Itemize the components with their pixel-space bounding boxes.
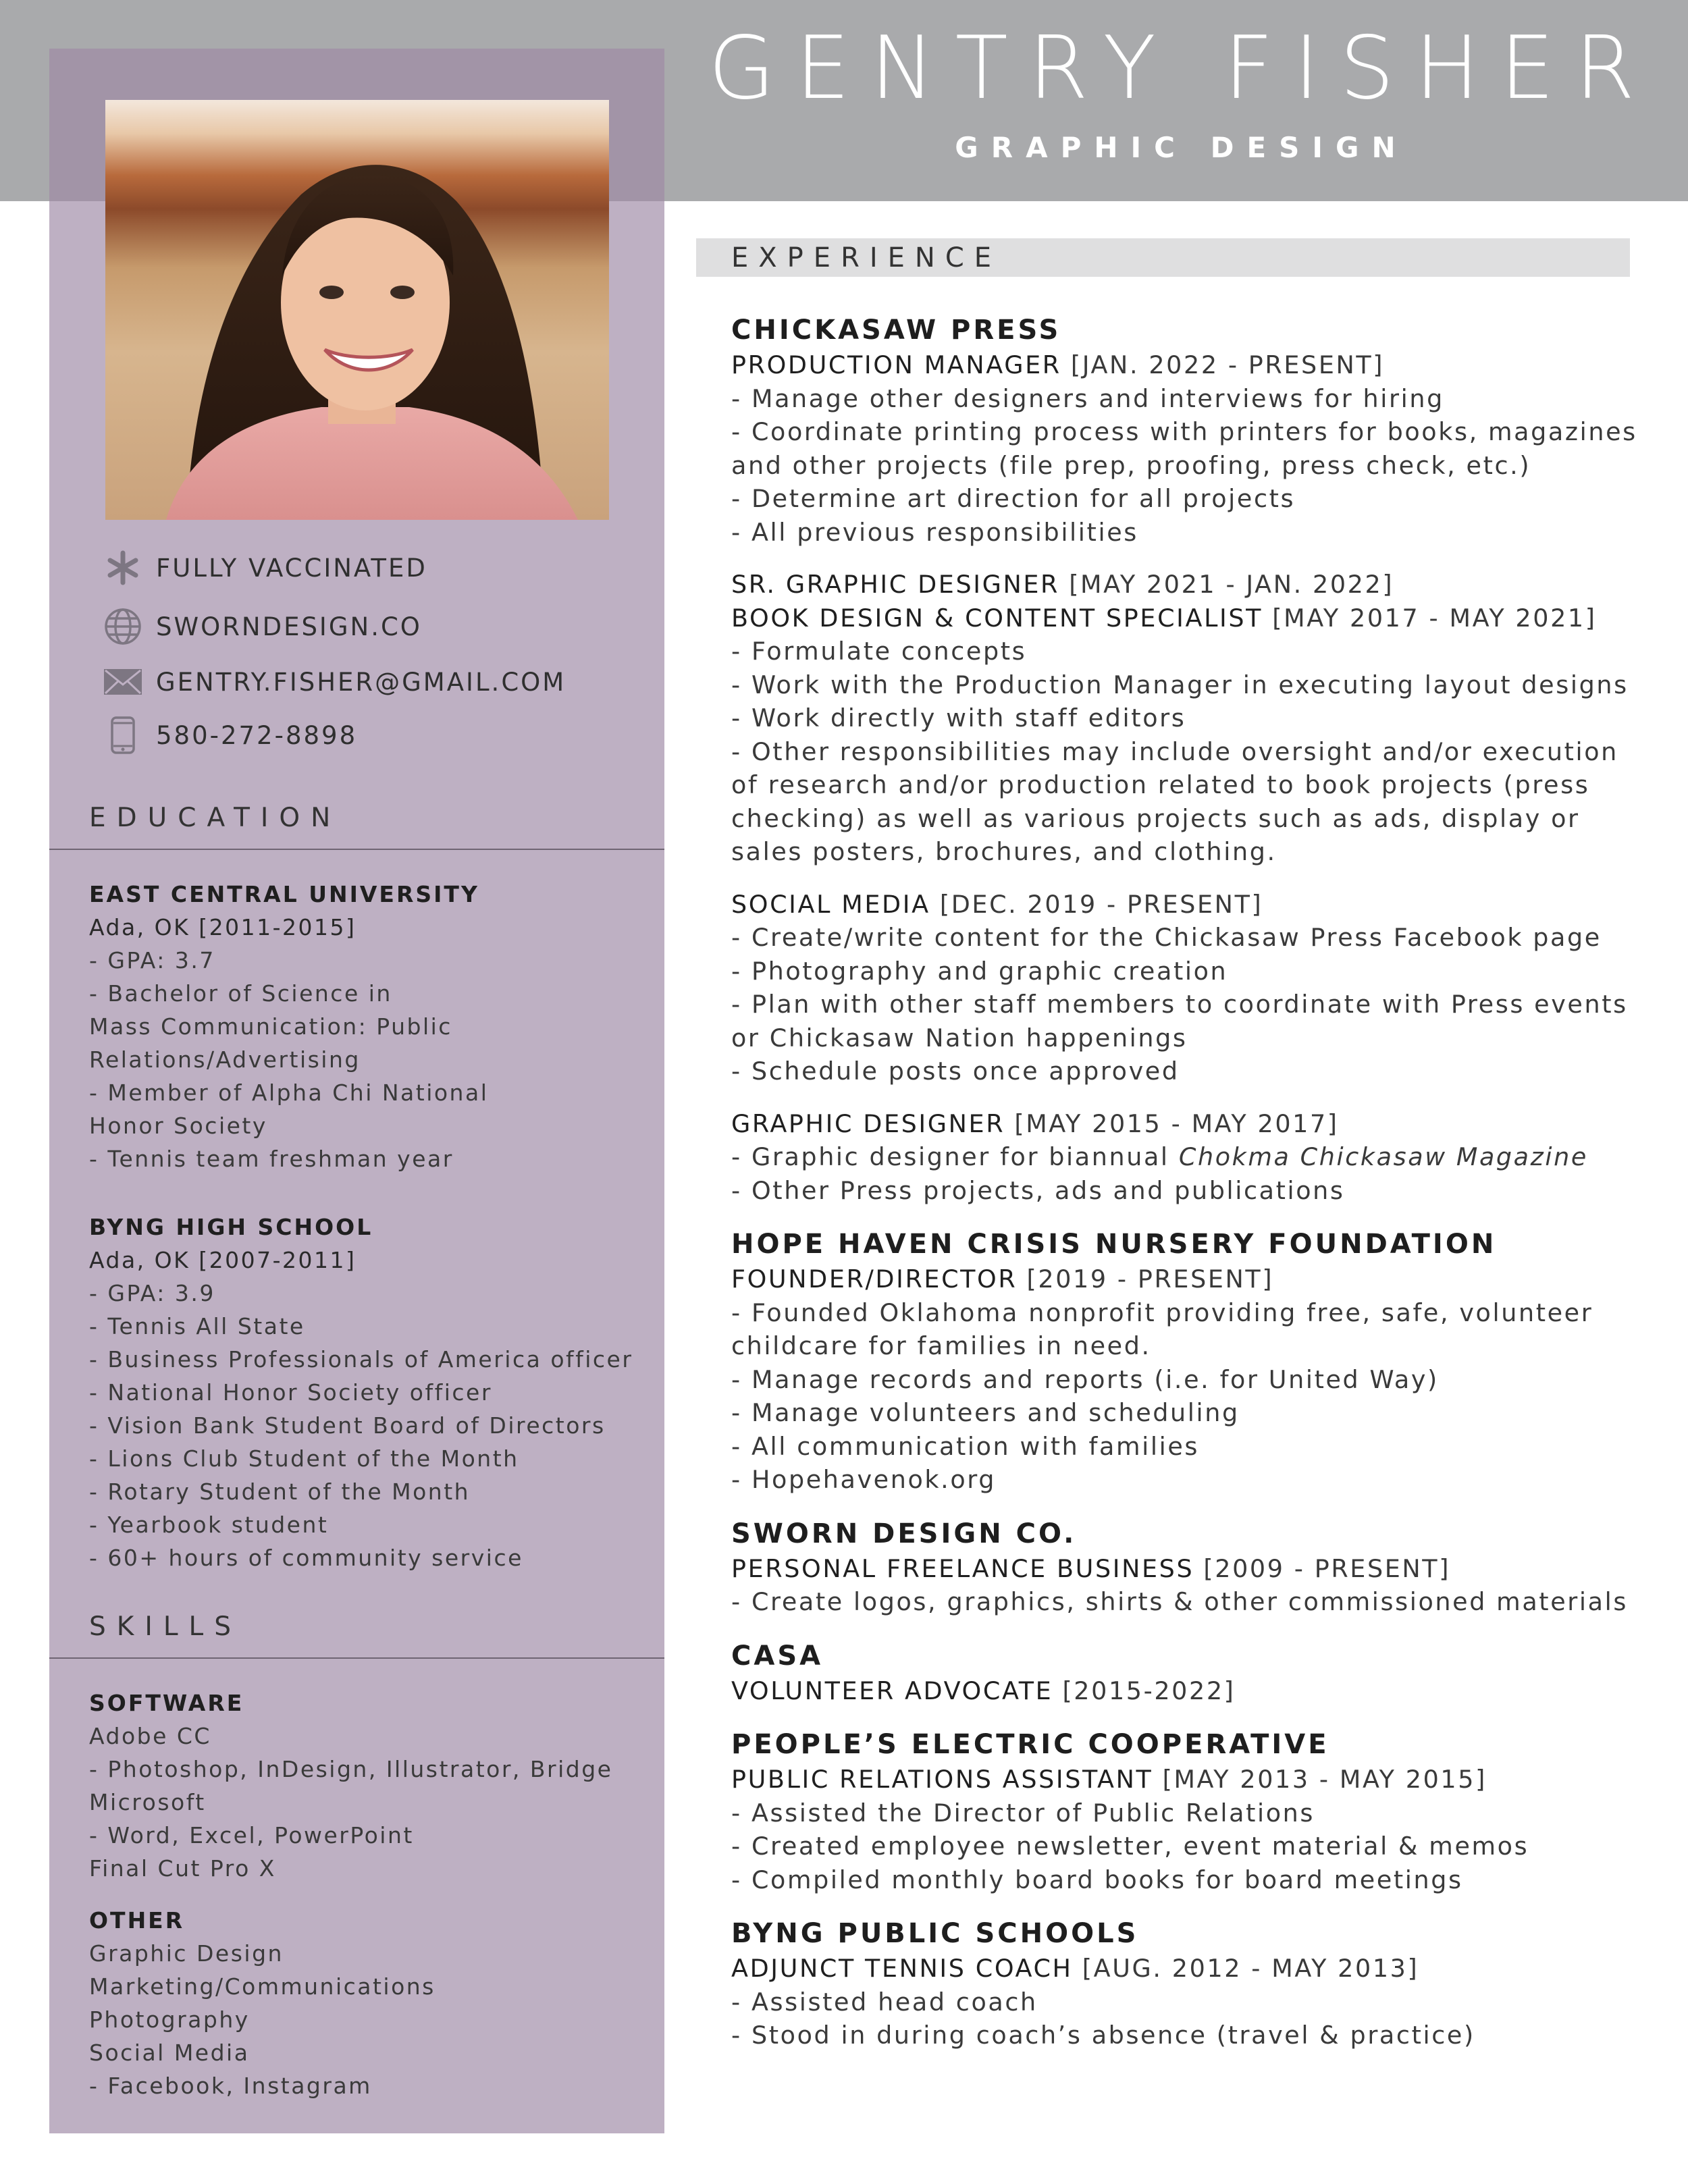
list-item: - Lions Club Student of the Month xyxy=(89,1445,519,1472)
contact-vaccinated xyxy=(103,549,427,587)
list-item: of research and/or production related to book projects (press xyxy=(731,770,1590,799)
contact-phone xyxy=(103,716,357,754)
school-location: Ada, OK xyxy=(89,914,190,940)
job-dates: [MAY 2013 - MAY 2015] xyxy=(1162,1765,1487,1794)
job-dates: [MAY 2021 - JAN. 2022] xyxy=(1069,570,1394,599)
list-item: - GPA: 3.9 xyxy=(89,1280,215,1306)
list-item: - Created employee newsletter, event material & memos xyxy=(731,1832,1529,1861)
list-item: - Other Press projects, ads and publications xyxy=(731,1175,1345,1205)
list-item: sales posters, brochures, and clothing. xyxy=(731,837,1277,866)
website-link[interactable]: SWORNDESIGN.CO xyxy=(156,612,422,641)
job-dates: [MAY 2015 - MAY 2017] xyxy=(1014,1109,1339,1138)
list-item: or Chickasaw Nation happenings xyxy=(731,1023,1188,1053)
list-item: - Photoshop, InDesign, Illustrator, Bridge xyxy=(89,1756,613,1782)
job-dates: [2009 - PRESENT] xyxy=(1203,1553,1451,1583)
list-item: - Schedule posts once approved xyxy=(731,1057,1180,1086)
list-item: - Manage other designers and interviews for hiring xyxy=(731,383,1444,413)
experience-list xyxy=(731,312,1650,2052)
job-title-line xyxy=(731,1952,1650,1986)
job-dates: [AUG. 2012 - MAY 2013] xyxy=(1082,1954,1419,1983)
list-item: - National Honor Society officer xyxy=(89,1379,492,1406)
school-location-line xyxy=(89,1244,643,1277)
school-name: BYNG HIGH SCHOOL xyxy=(89,1214,373,1240)
list-item: - Assisted the Director of Public Relations xyxy=(731,1798,1315,1828)
list-item: - Member of Alpha Chi National xyxy=(89,1080,489,1106)
list-item: - GPA: 3.7 xyxy=(89,947,215,974)
list-item: Microsoft xyxy=(89,1789,206,1815)
list-item: - Word, Excel, PowerPoint xyxy=(89,1822,414,1848)
list-item: - Hopehavenok.org xyxy=(731,1465,997,1494)
list-item: - 60+ hours of community service xyxy=(89,1545,523,1571)
list-item: - Stood in during coach’s absence (travel & practice) xyxy=(731,2021,1475,2050)
list-item: - Tennis All State xyxy=(89,1313,305,1339)
envelope-icon xyxy=(103,663,142,701)
education-school-ecu xyxy=(89,878,643,1175)
list-item: - Other responsibilities may include oversight and/or execution xyxy=(731,737,1618,766)
education-school-byng xyxy=(89,1210,643,1574)
list-item xyxy=(731,1140,1650,1174)
phone-number[interactable]: 580-272-8898 xyxy=(156,720,358,750)
list-item: - Manage records and reports (i.e. for United Way) xyxy=(731,1364,1439,1394)
job-title: BOOK DESIGN & CONTENT SPECIALIST xyxy=(731,603,1263,633)
list-item: - Vision Bank Student Board of Directors xyxy=(89,1412,606,1439)
list-item: - Tennis team freshman year xyxy=(89,1146,454,1172)
asterisk-icon xyxy=(103,549,142,587)
job-dates: [DEC. 2019 - PRESENT] xyxy=(939,889,1263,919)
job-title-line xyxy=(731,568,1650,602)
employer-name: HOPE HAVEN CRISIS NURSERY FOUNDATION xyxy=(731,1229,1497,1260)
job-dates: [2015-2022] xyxy=(1062,1676,1236,1705)
skills-group-name: OTHER xyxy=(89,1907,185,1934)
list-item: Final Cut Pro X xyxy=(89,1855,276,1882)
globe-icon xyxy=(103,608,142,645)
magazine-title: Chokma Chickasaw Magazine xyxy=(1178,1142,1588,1171)
list-item: Adobe CC xyxy=(89,1723,211,1749)
list-item: - All communication with families xyxy=(731,1431,1200,1461)
list-item: - Work with the Production Manager in executing layout designs xyxy=(731,670,1629,699)
job-title-line xyxy=(731,888,1650,922)
job-title-line xyxy=(731,1552,1650,1586)
school-dates: [2007-2011] xyxy=(199,1247,357,1273)
list-item: - Compiled monthly board books for board meetings xyxy=(731,1865,1463,1894)
contact-email xyxy=(103,663,566,701)
job-dates: [JAN. 2022 - PRESENT] xyxy=(1070,350,1385,379)
skills-divider xyxy=(49,1657,664,1659)
list-item: - Determine art direction for all projects xyxy=(731,484,1296,513)
job-title: GRAPHIC DESIGNER xyxy=(731,1109,1005,1138)
education-heading: EDUCATION xyxy=(89,803,342,833)
job-title: ADJUNCT TENNIS COACH xyxy=(731,1954,1073,1983)
list-item-text: - Graphic designer for biannual xyxy=(731,1142,1169,1171)
list-item: - Plan with other staff members to coordinate with Press events xyxy=(731,990,1628,1019)
school-dates: [2011-2015] xyxy=(199,914,357,940)
list-item: - Rotary Student of the Month xyxy=(89,1479,471,1505)
list-item: Honor Society xyxy=(89,1113,267,1139)
experience-heading: EXPERIENCE xyxy=(731,242,1002,273)
education-divider xyxy=(49,849,664,850)
job-title: SR. GRAPHIC DESIGNER xyxy=(731,570,1059,599)
skills-group-software xyxy=(89,1686,643,1885)
job-title: FOUNDER/DIRECTOR xyxy=(731,1264,1018,1294)
list-item: Graphic Design xyxy=(89,1940,284,1967)
list-item: checking) as well as various projects such as ads, display or xyxy=(731,803,1580,833)
list-item: - Business Professionals of America officer xyxy=(89,1346,633,1373)
list-item: Photography xyxy=(89,2006,250,2033)
phone-icon xyxy=(103,716,142,754)
contact-website xyxy=(103,608,422,645)
list-item: - All previous responsibilities xyxy=(731,517,1138,547)
job-title: VOLUNTEER ADVOCATE xyxy=(731,1676,1053,1705)
candidate-name: GENTRY FISHER xyxy=(708,18,1656,119)
list-item: - Manage volunteers and scheduling xyxy=(731,1398,1240,1427)
candidate-role: GRAPHIC DESIGN xyxy=(955,131,1408,164)
skills-heading: SKILLS xyxy=(89,1612,242,1642)
list-item: - Coordinate printing process with printers for books, magazines xyxy=(731,417,1637,446)
job-dates: [MAY 2017 - MAY 2021] xyxy=(1272,603,1597,633)
list-item: - Work directly with staff editors xyxy=(731,703,1186,733)
list-item: and other projects (file prep, proofing, press check, etc.) xyxy=(731,450,1531,480)
list-item: Marketing/Communications xyxy=(89,1973,436,2000)
email-link[interactable]: GENTRY.FISHER@GMAIL.COM xyxy=(156,667,566,697)
job-title-line xyxy=(731,1107,1650,1141)
school-location-line xyxy=(89,911,643,944)
employer-name: PEOPLE’S ELECTRIC COOPERATIVE xyxy=(731,1729,1329,1760)
list-item: childcare for families in need. xyxy=(731,1331,1151,1360)
job-title-line xyxy=(731,348,1650,382)
list-item: Social Media xyxy=(89,2040,250,2066)
job-dates: [2019 - PRESENT] xyxy=(1026,1264,1274,1294)
employer-name: CHICKASAW PRESS xyxy=(731,315,1061,346)
skills-group-other xyxy=(89,1904,643,2102)
job-title: SOCIAL MEDIA xyxy=(731,889,930,919)
employer-name: CASA xyxy=(731,1640,824,1672)
list-item: - Facebook, Instagram xyxy=(89,2073,372,2099)
employer-name: BYNG PUBLIC SCHOOLS xyxy=(731,1918,1139,1949)
job-title-line xyxy=(731,602,1650,635)
school-name: EAST CENTRAL UNIVERSITY xyxy=(89,881,479,907)
job-title-line xyxy=(731,1763,1650,1796)
school-location: Ada, OK xyxy=(89,1247,190,1273)
list-item: - Create/write content for the Chickasaw Press Facebook page xyxy=(731,923,1602,952)
skills-group-name: SOFTWARE xyxy=(89,1690,244,1716)
list-item: - Yearbook student xyxy=(89,1512,329,1538)
list-item: Relations/Advertising xyxy=(89,1046,361,1073)
list-item: - Formulate concepts xyxy=(731,637,1027,666)
profile-photo xyxy=(105,100,609,520)
list-item: - Create logos, graphics, shirts & other commissioned materials xyxy=(731,1587,1628,1616)
list-item: - Assisted head coach xyxy=(731,1987,1038,2017)
job-title: PRODUCTION MANAGER xyxy=(731,350,1061,379)
employer-name: SWORN DESIGN CO. xyxy=(731,1518,1077,1549)
list-item: - Bachelor of Science in xyxy=(89,980,392,1007)
list-item: Mass Communication: Public xyxy=(89,1013,452,1040)
job-title-line xyxy=(731,1262,1650,1296)
list-item: - Founded Oklahoma nonprofit providing free, safe, volunteer xyxy=(731,1298,1593,1327)
vaccination-status: FULLY VACCINATED xyxy=(156,553,427,583)
job-title: PERSONAL FREELANCE BUSINESS xyxy=(731,1553,1194,1583)
job-title-line xyxy=(731,1674,1650,1708)
list-item: - Photography and graphic creation xyxy=(731,956,1228,986)
job-title: PUBLIC RELATIONS ASSISTANT xyxy=(731,1765,1153,1794)
